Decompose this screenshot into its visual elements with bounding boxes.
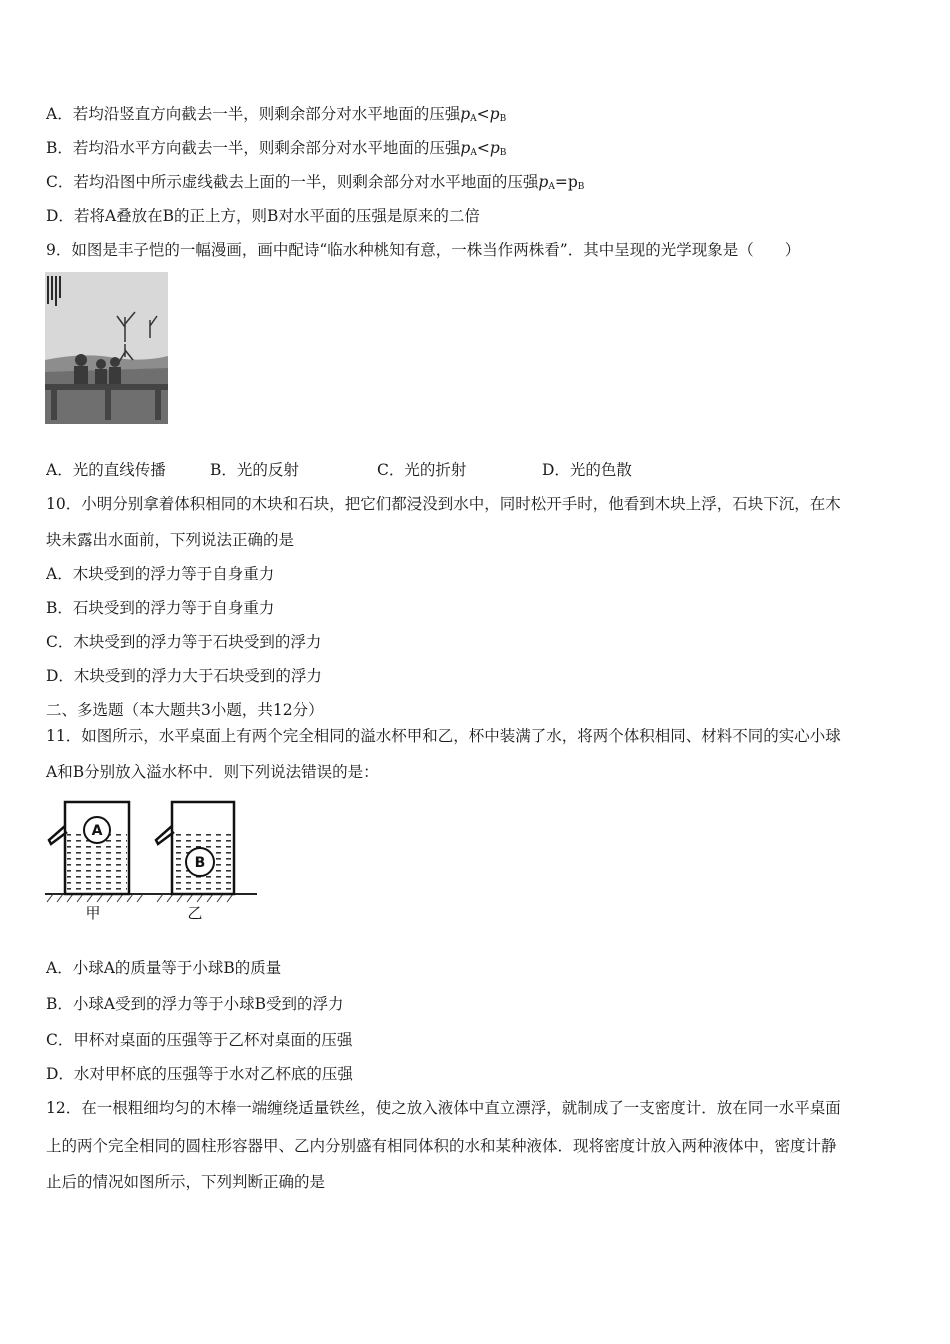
q9-option-a: A．光的直线传播 [46, 461, 166, 479]
q11-option-a: A．小球A的质量等于小球B的质量 [46, 959, 282, 977]
q9-option-b: B．光的反射 [210, 461, 299, 479]
q10-option-d: D．木块受到的浮力大于石块受到的浮力 [46, 667, 322, 685]
q10-stem-line1: 10．小明分别拿着体积相同的木块和石块，把它们都浸没到水中，同时松开手时，他看到木块上浮，石块下沉，在木 [46, 495, 841, 513]
q8-option-a: A．若均沿竖直方向截去一半，则剩余部分对水平地面的压强$p_A<p_B$ [46, 105, 507, 124]
cup-jia-label: 甲 [85, 904, 101, 922]
q10-stem-line2: 块未露出水面前，下列说法正确的是 [46, 531, 295, 549]
section-heading: 二、多选题（本大题共3小题，共12分） [46, 701, 324, 719]
q11-stem-line2: A和B分别放入溢水杯中．则下列说法错误的是： [46, 763, 379, 781]
q8-option-c: C．若均沿图中所示虚线截去上面的一半，则剩余部分对水平地面的压强$p_A=p_B$ [46, 173, 585, 192]
q12-stem-line3: 止后的情况如图所示，下列判断正确的是 [46, 1173, 326, 1191]
q12-stem-line1: 12．在一根粗细均匀的木棒一端缠绕适量铁丝，使之放入液体中直立漂浮，就制成了一支密度计．放在同一水平桌面 [46, 1099, 841, 1117]
overflow-cups-figure [45, 796, 257, 928]
q10-option-a: A．木块受到的浮力等于自身重力 [46, 565, 275, 583]
ball-b-label: B [194, 855, 206, 871]
q8-option-d: D．若将A叠放在B的正上方，则B对水平面的压强是原来的二倍 [46, 207, 480, 225]
q11-option-d: D．水对甲杯底的压强等于水对乙杯底的压强 [46, 1065, 353, 1083]
ball-a-label: A [91, 823, 103, 839]
q11-stem-line1: 11．如图所示，水平桌面上有两个完全相同的溢水杯甲和乙，杯中装满了水，将两个体积相同、材料不同的实心小球 [46, 727, 841, 745]
q10-option-c: C．木块受到的浮力等于石块受到的浮力 [46, 633, 322, 651]
q9-option-c: C．光的折射 [377, 461, 467, 479]
cup-yi-label: 乙 [187, 904, 203, 922]
q11-option-c: C．甲杯对桌面的压强等于乙杯对桌面的压强 [46, 1031, 353, 1049]
cartoon-illustration [45, 272, 168, 424]
q9-option-d: D．光的色散 [542, 461, 632, 479]
q12-stem-line2: 上的两个完全相同的圆柱形容器甲、乙内分别盛有相同体积的水和某种液体．现将密度计放入两种液体中，密度计静 [46, 1137, 837, 1155]
q9-stem: 9．如图是丰子恺的一幅漫画，画中配诗“临水种桃知有意，一株当作两株看”．其中呈现的光学现象是（ ） [46, 241, 801, 259]
q10-option-b: B．石块受到的浮力等于自身重力 [46, 599, 275, 617]
q8-option-b: B．若均沿水平方向截去一半，则剩余部分对水平地面的压强$p_A<p_B$ [46, 139, 507, 158]
q11-option-b: B．小球A受到的浮力等于小球B受到的浮力 [46, 995, 344, 1013]
